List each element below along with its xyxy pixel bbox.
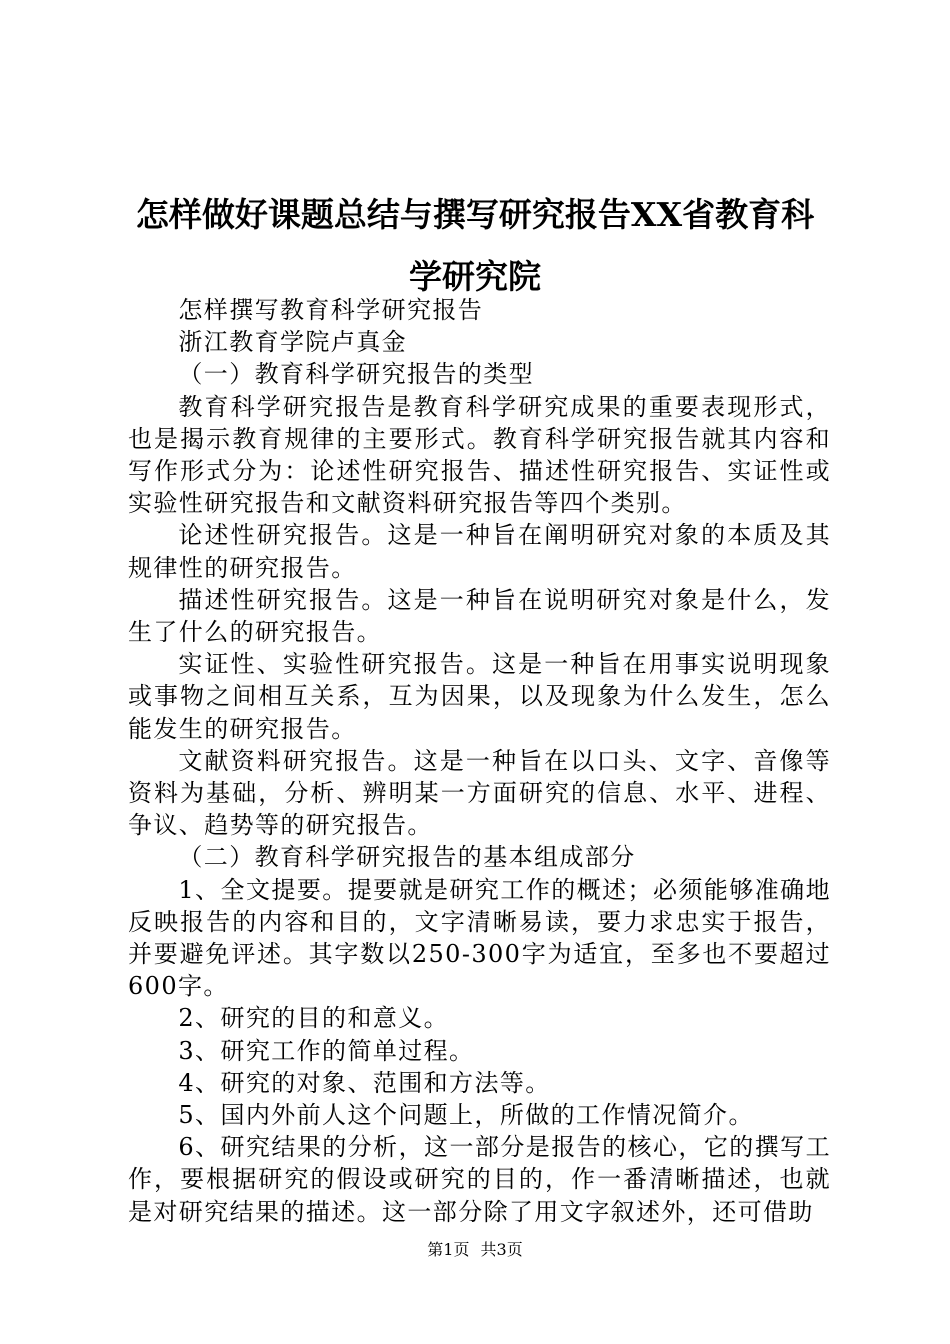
list-item: 6、研究结果的分析，这一部分是报告的核心，它的撰写工作，要根据研究的假设或研究的目的，作一番清晰描述，也就是对研究结果的描述。这一部分除了用文字叙述外，还可借助: [128, 1133, 831, 1226]
list-item: 1、全文提要。提要就是研究工作的概述；必须能够准确地反映报告的内容和目的，文字清晰易读，要力求忠实于报告，并要避免评述。其字数以250-300字为适宜，至多也不要超过600字。: [128, 875, 831, 1001]
page-footer: [0, 1240, 950, 1260]
list-item: 3、研究工作的简单过程。: [178, 1036, 475, 1065]
page-total: 共3页: [480, 1240, 523, 1259]
paragraph-author: 浙江教育学院卢真金: [178, 328, 407, 357]
paragraph: 教育科学研究报告是教育科学研究成果的重要表现形式，也是揭示教育规律的主要形式。教育科学研究报告就其内容和写作形式分为：论述性研究报告、描述性研究报告、实证性或实验性研究报告和文献资料研究报告等四个类别。: [128, 392, 831, 518]
paragraph: 文献资料研究报告。这是一种旨在以口头、文字、音像等资料为基础，分析、辨明某一方面研究的信息、水平、进程、争议、趋势等的研究报告。: [128, 746, 831, 840]
paragraph-subtitle: 怎样撰写教育科学研究报告: [178, 296, 484, 324]
list-item: 4、研究的对象、范围和方法等。: [178, 1068, 551, 1097]
list-item: 2、研究的目的和意义。: [178, 1004, 450, 1033]
document-title: 怎样做好课题总结与撰写研究报告XX省教育科学研究院: [135, 195, 815, 296]
paragraph: 论述性研究报告。这是一种旨在阐明研究对象的本质及其规律性的研究报告。: [128, 521, 831, 582]
document-body: [128, 294, 831, 1228]
section-heading-1: （一）教育科学研究报告的类型: [178, 360, 534, 389]
list-item: 5、国内外前人这个问题上，所做的工作情况简介。: [178, 1101, 754, 1130]
section-heading-2: （二）教育科学研究报告的基本组成部分: [178, 843, 636, 872]
page-number: 第1页: [427, 1240, 470, 1259]
paragraph: 实证性、实验性研究报告。这是一种旨在用事实说明现象或事物之间相互关系，互为因果，以及现象为什么发生，怎么能发生的研究报告。: [128, 650, 831, 743]
paragraph: 描述性研究报告。这是一种旨在说明研究对象是什么，发生了什么的研究报告。: [128, 585, 831, 647]
